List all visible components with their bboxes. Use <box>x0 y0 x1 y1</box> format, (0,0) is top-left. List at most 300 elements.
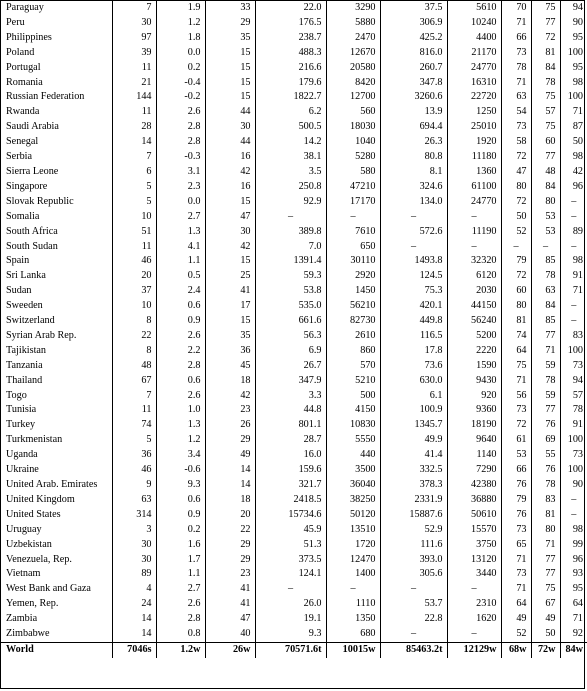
ppp-per-capita-cell: 1250 <box>447 105 501 120</box>
age-cell: 41 <box>205 284 255 299</box>
life-male-cell: 80 <box>501 180 531 195</box>
gni-per-capita-cell: 47210 <box>326 180 380 195</box>
life-male-cell: 71 <box>501 374 531 389</box>
life-female-cell: 49 <box>531 612 560 627</box>
table-row <box>1 329 587 344</box>
life-male-cell: 64 <box>501 597 531 612</box>
life-female-cell: 72 <box>531 31 560 46</box>
ppp-per-capita-cell: 3440 <box>447 567 501 582</box>
country-cell: Russian Federation <box>6 91 85 103</box>
ppp-cell: 134.0 <box>380 195 447 210</box>
gni-per-capita-cell: – <box>326 210 380 225</box>
gni-per-capita-cell: 30110 <box>326 254 380 269</box>
table-row <box>1 508 587 523</box>
country-cell: Sudan <box>6 285 32 297</box>
country-cell: Paraguay <box>6 2 44 13</box>
life-male-cell: 50 <box>501 210 531 225</box>
gni-cell: 6.9 <box>255 344 326 359</box>
age-cell: 42 <box>205 389 255 404</box>
ppp-per-capita-cell: 44150 <box>447 299 501 314</box>
gni-per-capita-cell: 1720 <box>326 538 380 553</box>
life-male-cell: 71 <box>501 582 531 597</box>
literacy-cell: 42 <box>560 165 587 180</box>
ppp-cell: – <box>380 582 447 597</box>
life-female-cell: 59 <box>531 389 560 404</box>
ppp-per-capita-cell: 25010 <box>447 120 501 135</box>
table-row <box>1 61 587 76</box>
gni-cell: 14.2 <box>255 135 326 150</box>
ppp-cell: 630.0 <box>380 374 447 389</box>
age-cell: 15 <box>205 314 255 329</box>
table-row <box>1 463 587 478</box>
age-cell: 41 <box>205 597 255 612</box>
literacy-cell: 96 <box>560 553 587 568</box>
gni-cell: 176.5 <box>255 16 326 31</box>
growth-cell: 1.1 <box>156 567 205 582</box>
country-cell: Tunisia <box>6 404 37 416</box>
ppp-per-capita-cell: – <box>447 582 501 597</box>
population-cell: 314 <box>112 508 156 523</box>
gni-cell: 1391.4 <box>255 254 326 269</box>
life-female-cell: 55 <box>531 448 560 463</box>
gni-per-capita-cell: 4150 <box>326 403 380 418</box>
population-cell: 30 <box>112 538 156 553</box>
literacy-cell: 95 <box>560 61 587 76</box>
country-cell: Peru <box>6 16 25 28</box>
age-cell: 30 <box>205 120 255 135</box>
age-cell: 23 <box>205 403 255 418</box>
growth-cell: 1.3 <box>156 225 205 240</box>
age-cell: 40 <box>205 627 255 642</box>
gni-cell: 661.6 <box>255 314 326 329</box>
age-cell: 25 <box>205 269 255 284</box>
population-cell: 7 <box>112 389 156 404</box>
gni-per-capita-cell: 82730 <box>326 314 380 329</box>
life-male-cell: 71 <box>501 76 531 91</box>
ppp-per-capita-cell: 1620 <box>447 612 501 627</box>
country-cell: Portugal <box>6 61 41 73</box>
gni-per-capita-cell: 8420 <box>326 76 380 91</box>
gni-per-capita-cell: 2920 <box>326 269 380 284</box>
growth-cell: 0.0 <box>156 195 205 210</box>
country-cell: Singapore <box>6 180 48 192</box>
ppp-cell: 572.6 <box>380 225 447 240</box>
literacy-cell: – <box>560 508 587 523</box>
life-male-cell: 80 <box>501 299 531 314</box>
life-female-cell: 80 <box>531 195 560 210</box>
life-male-cell: 56 <box>501 389 531 404</box>
country-cell: Vietnam <box>6 568 41 580</box>
gni-cell: 389.8 <box>255 225 326 240</box>
country-cell: Togo <box>6 389 27 401</box>
literacy-cell: 99 <box>560 538 587 553</box>
gni-per-capita-cell: 5880 <box>326 16 380 31</box>
country-cell: Rwanda <box>6 106 40 118</box>
table-row <box>1 433 587 448</box>
country-cell: Saudi Arabia <box>6 121 59 133</box>
life-male-cell: 54 <box>501 105 531 120</box>
ppp-per-capita-cell: 32320 <box>447 254 501 269</box>
gni-cell: 51.3 <box>255 538 326 553</box>
age-cell: 14 <box>205 463 255 478</box>
country-cell: South Sudan <box>6 240 58 252</box>
gni-per-capita-cell: 3500 <box>326 463 380 478</box>
literacy-cell: – <box>560 493 587 508</box>
gni-cell: 38.1 <box>255 150 326 165</box>
country-cell: Tajikistan <box>6 344 47 356</box>
ppp-cell: 80.8 <box>380 150 447 165</box>
literacy-cell: 84w <box>560 642 587 657</box>
literacy-cell: 93 <box>560 567 587 582</box>
growth-cell: 1.9 <box>156 1 205 16</box>
life-female-cell: 77 <box>531 403 560 418</box>
gni-per-capita-cell: 560 <box>326 105 380 120</box>
population-cell: 30 <box>112 553 156 568</box>
age-cell: 49 <box>205 448 255 463</box>
ppp-cell: 420.1 <box>380 299 447 314</box>
country-cell: Turkmenistan <box>6 434 63 446</box>
growth-cell: 0.0 <box>156 46 205 61</box>
gni-per-capita-cell: 500 <box>326 389 380 404</box>
country-cell: Sweeden <box>6 300 43 312</box>
ppp-cell: 449.8 <box>380 314 447 329</box>
population-cell: 63 <box>112 493 156 508</box>
literacy-cell: – <box>560 240 587 255</box>
life-female-cell: 77 <box>531 329 560 344</box>
table-row <box>1 284 587 299</box>
gni-cell: 28.7 <box>255 433 326 448</box>
ppp-per-capita-cell: 9360 <box>447 403 501 418</box>
population-cell: 5 <box>112 195 156 210</box>
life-female-cell: 71 <box>531 344 560 359</box>
life-female-cell: 75 <box>531 1 560 16</box>
age-cell: 20 <box>205 508 255 523</box>
gni-cell: 56.3 <box>255 329 326 344</box>
population-cell: 24 <box>112 597 156 612</box>
literacy-cell: – <box>560 299 587 314</box>
life-female-cell: 84 <box>531 180 560 195</box>
gni-cell: – <box>255 210 326 225</box>
literacy-cell: 100 <box>560 90 587 105</box>
age-cell: 42 <box>205 165 255 180</box>
age-cell: 23 <box>205 567 255 582</box>
table-row <box>1 1 587 16</box>
table-row <box>1 180 587 195</box>
gni-per-capita-cell: 10830 <box>326 418 380 433</box>
life-female-cell: 84 <box>531 61 560 76</box>
age-cell: 15 <box>205 61 255 76</box>
ppp-per-capita-cell: 13120 <box>447 553 501 568</box>
table-row <box>1 135 587 150</box>
country-cell: Ukraine <box>6 464 39 476</box>
age-cell: 45 <box>205 359 255 374</box>
country-cell: Sri Lanka <box>6 270 46 282</box>
population-cell: 11 <box>112 240 156 255</box>
growth-cell: 2.6 <box>156 105 205 120</box>
growth-cell: -0.3 <box>156 150 205 165</box>
life-male-cell: 76 <box>501 508 531 523</box>
life-male-cell: 78 <box>501 61 531 76</box>
life-female-cell: 78 <box>531 374 560 389</box>
population-cell: 11 <box>112 105 156 120</box>
gni-cell: 159.6 <box>255 463 326 478</box>
country-cell: Syrian Arab Rep. <box>6 329 77 341</box>
life-male-cell: 61 <box>501 433 531 448</box>
country-cell: Uruguay <box>6 523 42 535</box>
table-row <box>1 314 587 329</box>
gni-per-capita-cell: 36040 <box>326 478 380 493</box>
gni-per-capita-cell: 38250 <box>326 493 380 508</box>
gni-per-capita-cell: 10015w <box>326 642 380 657</box>
age-cell: 42 <box>205 240 255 255</box>
ppp-cell: 41.4 <box>380 448 447 463</box>
age-cell: 33 <box>205 1 255 16</box>
ppp-per-capita-cell: 1140 <box>447 448 501 463</box>
country-cell: Thailand <box>6 374 43 386</box>
ppp-per-capita-cell: 2030 <box>447 284 501 299</box>
ppp-per-capita-cell: 920 <box>447 389 501 404</box>
country-cell: Senegal <box>6 136 39 148</box>
life-female-cell: 57 <box>531 105 560 120</box>
gni-cell: 9.3 <box>255 627 326 642</box>
literacy-cell: 94 <box>560 1 587 16</box>
literacy-cell: 90 <box>560 16 587 31</box>
ppp-cell: 378.3 <box>380 478 447 493</box>
ppp-cell: 22.8 <box>380 612 447 627</box>
age-cell: 15 <box>205 195 255 210</box>
gni-cell: 15734.6 <box>255 508 326 523</box>
gni-cell: 16.0 <box>255 448 326 463</box>
gni-per-capita-cell: 580 <box>326 165 380 180</box>
gni-per-capita-cell: 12700 <box>326 90 380 105</box>
ppp-per-capita-cell: 5200 <box>447 329 501 344</box>
life-male-cell: 71 <box>501 16 531 31</box>
table-row <box>1 523 587 538</box>
gni-per-capita-cell: 2610 <box>326 329 380 344</box>
gni-per-capita-cell: 5280 <box>326 150 380 165</box>
life-female-cell: 63 <box>531 284 560 299</box>
ppp-cell: 73.6 <box>380 359 447 374</box>
growth-cell: 1.2w <box>156 642 205 657</box>
growth-cell: 1.7 <box>156 553 205 568</box>
life-female-cell: 75 <box>531 90 560 105</box>
growth-cell: 1.8 <box>156 31 205 46</box>
gni-cell: 1822.7 <box>255 90 326 105</box>
ppp-cell: 13.9 <box>380 105 447 120</box>
growth-cell: 2.8 <box>156 120 205 135</box>
literacy-cell: 100 <box>560 433 587 448</box>
age-cell: 41 <box>205 582 255 597</box>
table-row <box>1 16 587 31</box>
table-row <box>1 478 587 493</box>
gni-cell: 3.5 <box>255 165 326 180</box>
table-row <box>1 359 587 374</box>
gni-per-capita-cell: 17170 <box>326 195 380 210</box>
table-row <box>1 597 587 612</box>
life-male-cell: 49 <box>501 612 531 627</box>
gni-cell: 2418.5 <box>255 493 326 508</box>
literacy-cell: 73 <box>560 448 587 463</box>
age-cell: 36 <box>205 344 255 359</box>
growth-cell: 2.6 <box>156 597 205 612</box>
population-cell: 9 <box>112 478 156 493</box>
population-cell: 14 <box>112 627 156 642</box>
population-cell: 28 <box>112 120 156 135</box>
age-cell: 30 <box>205 225 255 240</box>
ppp-per-capita-cell: 56240 <box>447 314 501 329</box>
gni-per-capita-cell: 1450 <box>326 284 380 299</box>
ppp-cell: 260.7 <box>380 61 447 76</box>
age-cell: 15 <box>205 76 255 91</box>
life-female-cell: 71 <box>531 538 560 553</box>
literacy-cell: 71 <box>560 105 587 120</box>
population-cell: 14 <box>112 612 156 627</box>
gni-cell: 488.3 <box>255 46 326 61</box>
life-female-cell: 72w <box>531 642 560 657</box>
table-row <box>1 90 587 105</box>
gni-per-capita-cell: 680 <box>326 627 380 642</box>
gni-cell: 250.8 <box>255 180 326 195</box>
life-female-cell: 50 <box>531 627 560 642</box>
ppp-per-capita-cell: 9430 <box>447 374 501 389</box>
life-female-cell: 53 <box>531 210 560 225</box>
ppp-cell: 53.7 <box>380 597 447 612</box>
population-cell: 46 <box>112 254 156 269</box>
country-cell: Slovak Republic <box>6 195 74 207</box>
life-female-cell: 75 <box>531 582 560 597</box>
literacy-cell: 95 <box>560 31 587 46</box>
life-male-cell: 76 <box>501 478 531 493</box>
ppp-cell: 324.6 <box>380 180 447 195</box>
population-cell: 67 <box>112 374 156 389</box>
life-female-cell: 48 <box>531 165 560 180</box>
country-cell: Yemen, Rep. <box>6 598 59 610</box>
table-row <box>1 344 587 359</box>
literacy-cell: 64 <box>560 597 587 612</box>
growth-cell: -0.4 <box>156 76 205 91</box>
ppp-per-capita-cell: 18190 <box>447 418 501 433</box>
literacy-cell: – <box>560 195 587 210</box>
life-female-cell: 77 <box>531 567 560 582</box>
age-cell: 15 <box>205 46 255 61</box>
literacy-cell: 91 <box>560 269 587 284</box>
country-cell: Philippines <box>6 31 52 43</box>
ppp-cell: 306.9 <box>380 16 447 31</box>
country-cell: Romania <box>6 76 43 88</box>
table-row <box>1 493 587 508</box>
population-cell: 8 <box>112 344 156 359</box>
growth-cell: 0.5 <box>156 269 205 284</box>
literacy-cell: 83 <box>560 329 587 344</box>
gni-cell: 3.3 <box>255 389 326 404</box>
country-cell: United Arab. Emirates <box>6 479 98 490</box>
life-male-cell: 53 <box>501 448 531 463</box>
ppp-per-capita-cell: 61100 <box>447 180 501 195</box>
life-female-cell: 80 <box>531 523 560 538</box>
growth-cell: -0.6 <box>156 463 205 478</box>
country-cell: Zambia <box>6 613 38 625</box>
life-male-cell: 79 <box>501 254 531 269</box>
country-cell: Serbia <box>6 151 33 163</box>
growth-cell: 2.2 <box>156 344 205 359</box>
literacy-cell: 71 <box>560 612 587 627</box>
literacy-cell: 91 <box>560 418 587 433</box>
life-male-cell: 60 <box>501 284 531 299</box>
gni-per-capita-cell: 440 <box>326 448 380 463</box>
ppp-cell: 37.5 <box>380 1 447 16</box>
gni-per-capita-cell: – <box>326 582 380 597</box>
gni-cell: 26.0 <box>255 597 326 612</box>
ppp-cell: 111.6 <box>380 538 447 553</box>
country-cell: Uganda <box>6 449 38 461</box>
growth-cell: 1.1 <box>156 254 205 269</box>
growth-cell: 1.2 <box>156 16 205 31</box>
gni-per-capita-cell: 7610 <box>326 225 380 240</box>
ppp-per-capita-cell: 15570 <box>447 523 501 538</box>
table-row <box>1 240 587 255</box>
life-male-cell: 65 <box>501 538 531 553</box>
life-female-cell: 76 <box>531 463 560 478</box>
ppp-per-capita-cell: 2310 <box>447 597 501 612</box>
age-cell: 29 <box>205 553 255 568</box>
population-cell: 97 <box>112 31 156 46</box>
gni-per-capita-cell: 2470 <box>326 31 380 46</box>
ppp-cell: 1345.7 <box>380 418 447 433</box>
table-row <box>1 105 587 120</box>
ppp-per-capita-cell: 4400 <box>447 31 501 46</box>
gni-cell: 7.0 <box>255 240 326 255</box>
gni-per-capita-cell: 50120 <box>326 508 380 523</box>
literacy-cell: 73 <box>560 359 587 374</box>
age-cell: 17 <box>205 299 255 314</box>
life-female-cell: 85 <box>531 254 560 269</box>
population-cell: 21 <box>112 76 156 91</box>
table-row <box>1 76 587 91</box>
population-cell: 7 <box>112 150 156 165</box>
gni-cell: 53.8 <box>255 284 326 299</box>
life-female-cell: 81 <box>531 46 560 61</box>
gni-per-capita-cell: 20580 <box>326 61 380 76</box>
life-female-cell: 85 <box>531 314 560 329</box>
life-male-cell: 64 <box>501 344 531 359</box>
gni-per-capita-cell: 860 <box>326 344 380 359</box>
gni-cell: – <box>255 582 326 597</box>
growth-cell: 2.3 <box>156 180 205 195</box>
country-cell: United States <box>6 508 61 520</box>
table-row <box>1 150 587 165</box>
age-cell: 14 <box>205 478 255 493</box>
life-male-cell: 72 <box>501 269 531 284</box>
ppp-per-capita-cell: 1590 <box>447 359 501 374</box>
ppp-per-capita-cell: – <box>447 240 501 255</box>
ppp-per-capita-cell: 1360 <box>447 165 501 180</box>
population-cell: 5 <box>112 180 156 195</box>
population-cell: 10 <box>112 210 156 225</box>
life-male-cell: 81 <box>501 314 531 329</box>
ppp-cell: 393.0 <box>380 553 447 568</box>
gni-per-capita-cell: 1040 <box>326 135 380 150</box>
population-cell: 74 <box>112 418 156 433</box>
gni-per-capita-cell: 1350 <box>326 612 380 627</box>
table-row <box>1 627 587 642</box>
gni-per-capita-cell: 13510 <box>326 523 380 538</box>
gni-cell: 44.8 <box>255 403 326 418</box>
life-female-cell: 60 <box>531 135 560 150</box>
table-row <box>1 448 587 463</box>
life-male-cell: 73 <box>501 403 531 418</box>
age-cell: 29 <box>205 433 255 448</box>
population-cell: 10 <box>112 299 156 314</box>
